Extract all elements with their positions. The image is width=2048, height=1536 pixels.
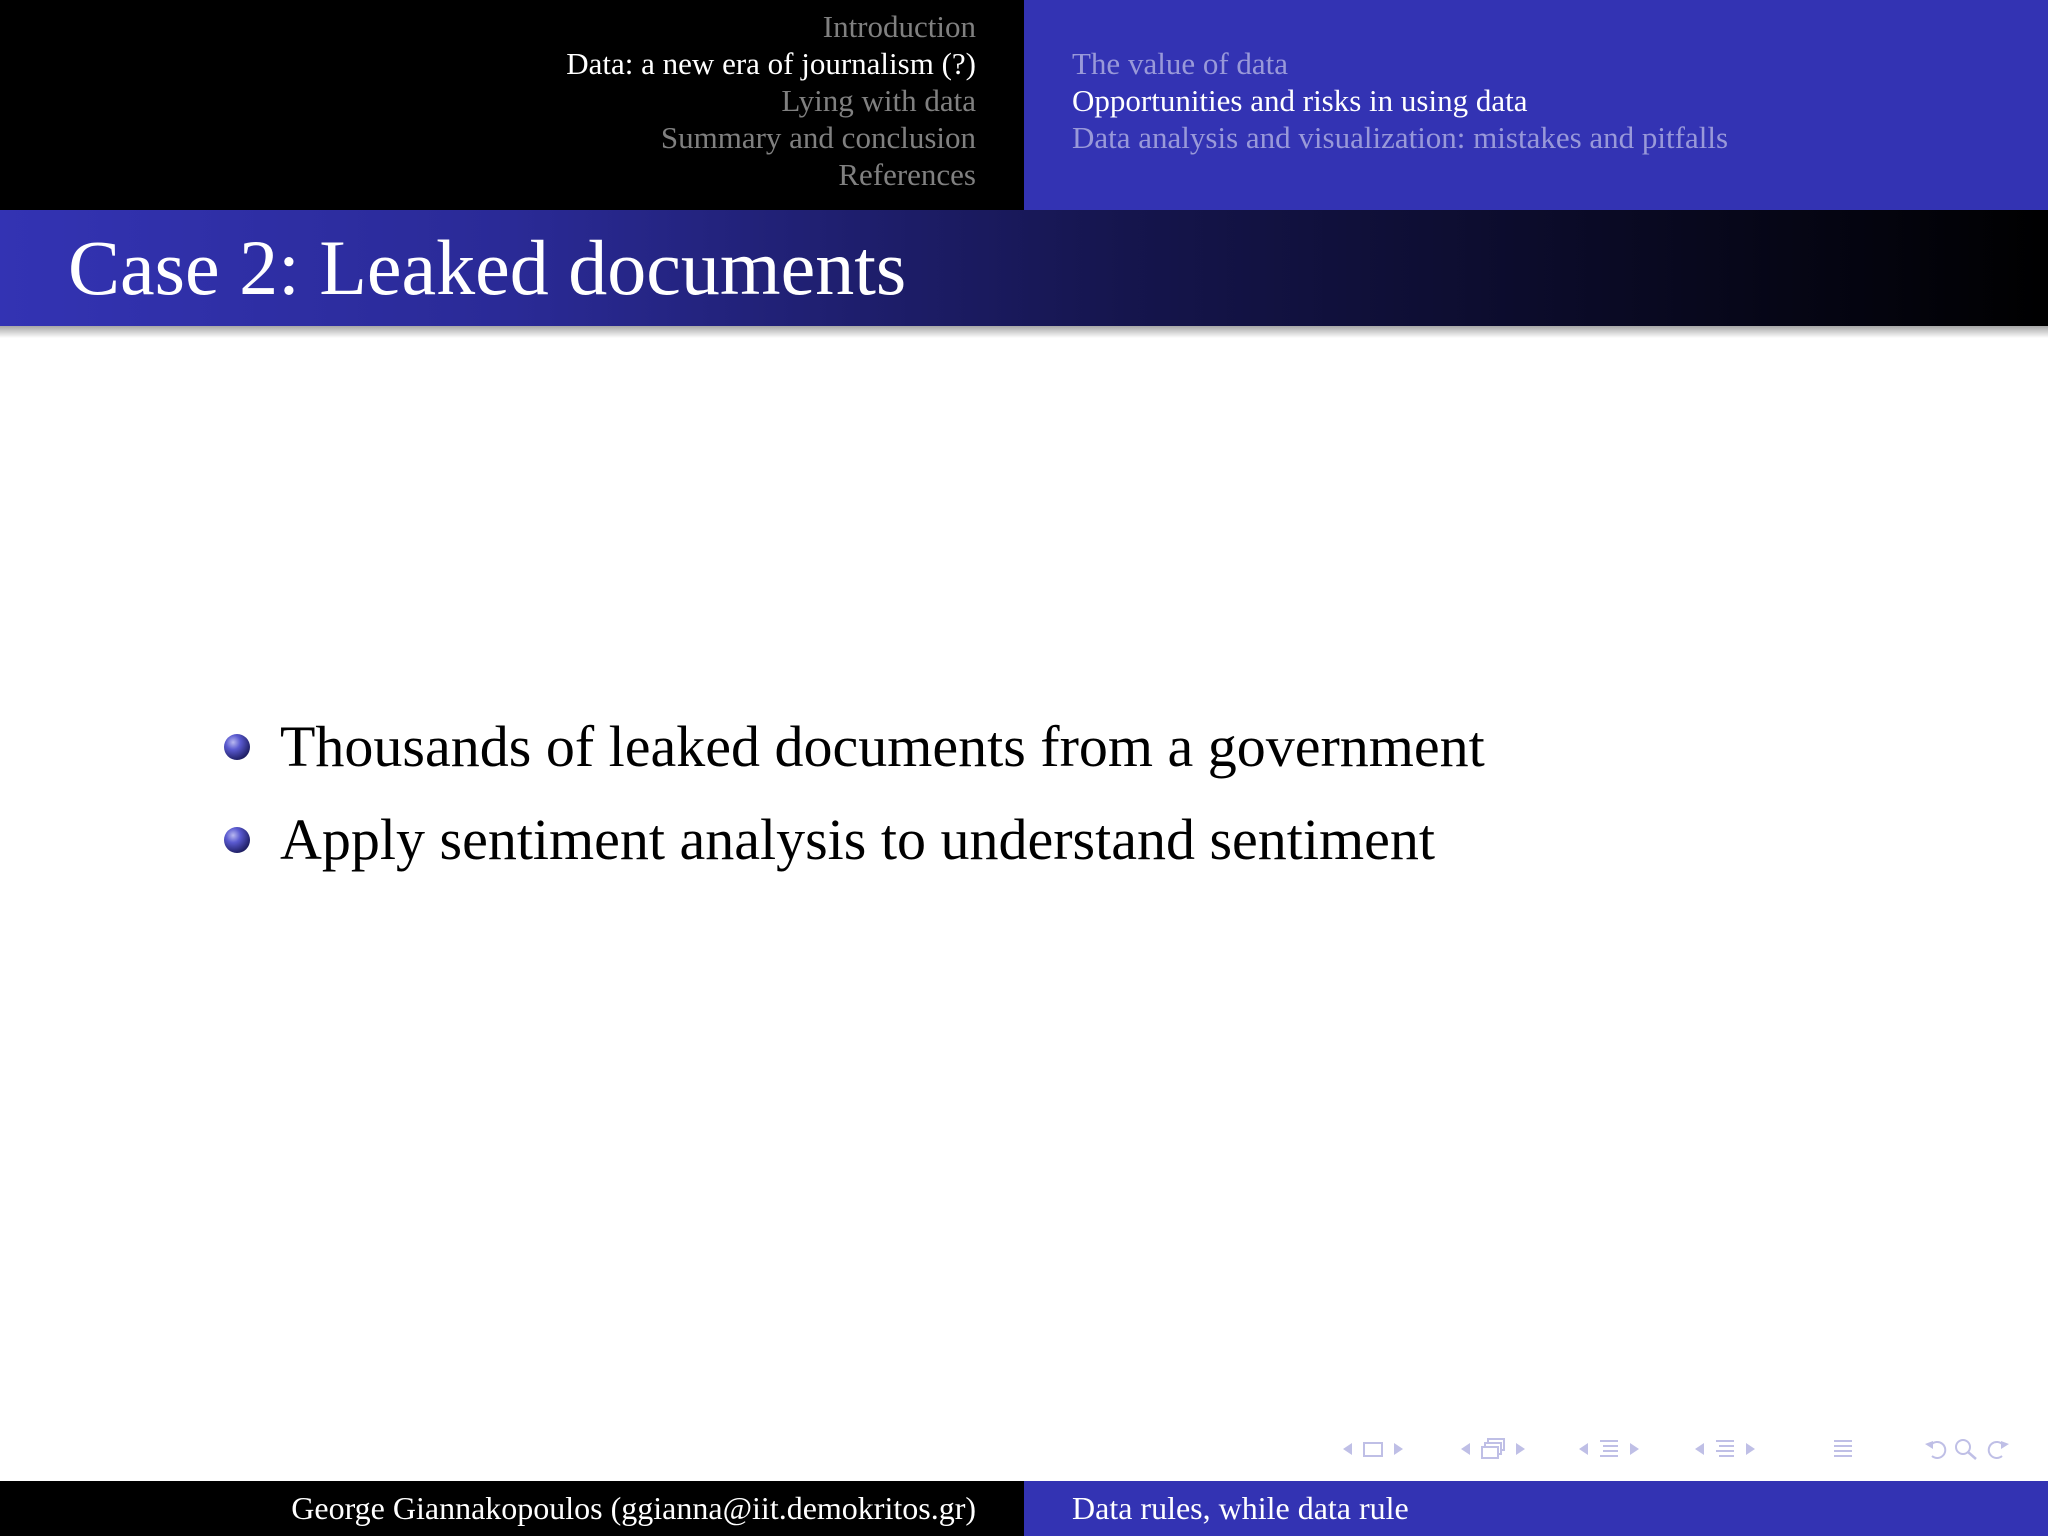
next-frame-icon[interactable] <box>1392 1436 1406 1462</box>
footer-author: George Giannakopoulos (ggianna@iit.demokritos.gr) <box>291 1490 976 1526</box>
section-icon[interactable] <box>1596 1436 1622 1462</box>
frame-title-shadow <box>0 326 2048 338</box>
forward-icon[interactable] <box>1984 1436 2012 1462</box>
subsection-navigation <box>1072 45 1728 156</box>
footer-author-panel <box>0 1481 1024 1536</box>
header-sections-panel <box>0 0 1024 210</box>
nav-subsection-value-of-data[interactable]: The value of data <box>1072 46 1289 81</box>
bullet-item <box>220 793 1920 886</box>
nav-section-lying-with-data[interactable]: Lying with data <box>781 83 976 118</box>
bullet-item <box>220 700 1920 793</box>
frame-title: Case 2: Leaked documents <box>68 224 907 311</box>
section-navigation <box>566 8 976 193</box>
subsection-icon[interactable] <box>1478 1436 1508 1462</box>
prev-section-icon[interactable] <box>1576 1436 1590 1462</box>
prev-document-icon[interactable] <box>1692 1436 1706 1462</box>
footer-title-panel <box>1024 1481 2048 1536</box>
nav-section-references[interactable]: References <box>838 157 976 192</box>
search-icon[interactable] <box>1952 1436 1980 1462</box>
presentation-icon[interactable] <box>1830 1436 1856 1462</box>
nav-subsection-opportunities-risks[interactable]: Opportunities and risks in using data <box>1072 83 1528 118</box>
prev-subsection-icon[interactable] <box>1458 1436 1472 1462</box>
bullet-ball-icon <box>224 827 250 853</box>
next-subsection-icon[interactable] <box>1514 1436 1528 1462</box>
back-icon[interactable] <box>1922 1436 1950 1462</box>
nav-section-summary[interactable]: Summary and conclusion <box>660 120 976 155</box>
next-section-icon[interactable] <box>1628 1436 1642 1462</box>
bullet-ball-icon <box>224 734 250 760</box>
prev-frame-icon[interactable] <box>1340 1436 1354 1462</box>
document-icon[interactable] <box>1712 1436 1738 1462</box>
nav-section-introduction[interactable]: Introduction <box>822 9 976 44</box>
footer-short-title: Data rules, while data rule <box>1072 1490 1409 1526</box>
header-subsections-panel <box>1024 0 2048 210</box>
next-document-icon[interactable] <box>1744 1436 1758 1462</box>
frame-icon[interactable] <box>1360 1436 1386 1462</box>
bullet-text: Apply sentiment analysis to understand sentiment <box>280 807 1435 872</box>
navigation-symbols <box>1336 1436 2036 1462</box>
nav-section-data-new-era[interactable]: Data: a new era of journalism (?) <box>566 46 976 81</box>
bullet-list <box>220 700 1920 886</box>
bullet-text: Thousands of leaked documents from a government <box>280 714 1485 779</box>
nav-subsection-analysis-visualization[interactable]: Data analysis and visualization: mistakes and pitfalls <box>1072 120 1729 155</box>
